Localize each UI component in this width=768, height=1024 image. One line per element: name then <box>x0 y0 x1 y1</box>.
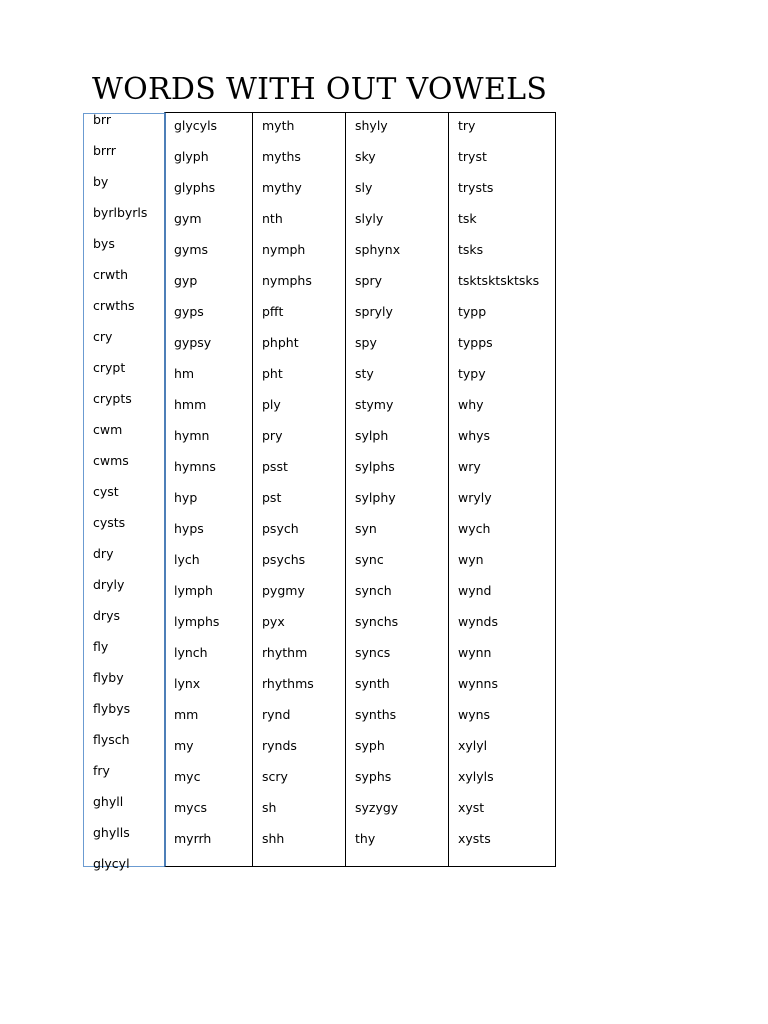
word-entry: nymphs <box>262 273 312 288</box>
word-entry: lynx <box>174 676 201 691</box>
page-title: WORDS WITH OUT VOWELS <box>92 72 548 107</box>
word-entry: typy <box>458 366 486 381</box>
word-entry: xylyls <box>458 769 494 784</box>
word-entry: crypt <box>93 360 126 375</box>
word-entry: sylph <box>355 428 389 443</box>
word-entry: lymphs <box>174 614 220 629</box>
word-entry: wyn <box>458 552 484 567</box>
word-entry: spy <box>355 335 377 350</box>
word-entry: why <box>458 397 484 412</box>
word-entry: xyst <box>458 800 485 815</box>
word-entry: fly <box>93 639 109 654</box>
word-entry: psychs <box>262 552 306 567</box>
word-entry: glycyl <box>93 856 130 871</box>
word-entry: nymph <box>262 242 306 257</box>
word-entry: pst <box>262 490 282 505</box>
word-entry: glyph <box>174 149 209 164</box>
word-entry: cysts <box>93 515 126 530</box>
word-entry: gypsy <box>174 335 212 350</box>
word-entry: wynn <box>458 645 492 660</box>
word-entry: trysts <box>458 180 494 195</box>
word-entry: psst <box>262 459 288 474</box>
word-entry: spryly <box>355 304 393 319</box>
word-entry: typps <box>458 335 493 350</box>
word-entry: syn <box>355 521 377 536</box>
word-entry: wynns <box>458 676 498 691</box>
word-entry: cry <box>93 329 113 344</box>
word-entry: hyp <box>174 490 198 505</box>
word-entry: typp <box>458 304 487 319</box>
word-entry: crypts <box>93 391 132 406</box>
word-entry: pry <box>262 428 283 443</box>
word-entry: synch <box>355 583 392 598</box>
word-entry: hmm <box>174 397 207 412</box>
word-entry: wry <box>458 459 481 474</box>
word-entry: flyby <box>93 670 124 685</box>
word-entry: myc <box>174 769 201 784</box>
word-entry: syncs <box>355 645 391 660</box>
word-entry: my <box>174 738 194 753</box>
word-entry: wyns <box>458 707 491 722</box>
word-entry: gym <box>174 211 202 226</box>
word-entry: pygmy <box>262 583 305 598</box>
word-entry: synths <box>355 707 397 722</box>
word-entry: spry <box>355 273 382 288</box>
word-entry: flysch <box>93 732 130 747</box>
word-entry: shyly <box>355 118 388 133</box>
word-entry: myth <box>262 118 295 133</box>
word-entry: try <box>458 118 476 133</box>
word-entry: glycyls <box>174 118 218 133</box>
word-entry: whys <box>458 428 491 443</box>
word-entry: pht <box>262 366 283 381</box>
word-entry: hymn <box>174 428 210 443</box>
word-entry: sly <box>355 180 373 195</box>
word-entry: tsks <box>458 242 484 257</box>
word-entry: cwm <box>93 422 123 437</box>
word-entry: syzygy <box>355 800 399 815</box>
column-divider <box>345 112 346 867</box>
word-entry: byrlbyrls <box>93 205 148 220</box>
word-entry: wych <box>458 521 491 536</box>
word-entry: thy <box>355 831 376 846</box>
word-entry: mythy <box>262 180 302 195</box>
word-entry: fry <box>93 763 110 778</box>
word-entry: pfft <box>262 304 284 319</box>
column-divider <box>448 112 449 867</box>
word-entry: glyphs <box>174 180 216 195</box>
word-entry: sh <box>262 800 277 815</box>
word-entry: mm <box>174 707 199 722</box>
word-entry: tryst <box>458 149 487 164</box>
word-entry: lych <box>174 552 200 567</box>
word-entry: gyms <box>174 242 209 257</box>
word-entry: sylphs <box>355 459 395 474</box>
word-entry: cyst <box>93 484 119 499</box>
word-entry: rhythm <box>262 645 308 660</box>
word-entry: hm <box>174 366 195 381</box>
word-entry: dry <box>93 546 114 561</box>
word-entry: lynch <box>174 645 208 660</box>
word-entry: crwth <box>93 267 129 282</box>
word-entry: sync <box>355 552 384 567</box>
word-entry: hymns <box>174 459 216 474</box>
word-entry: crwths <box>93 298 135 313</box>
word-entry: xylyl <box>458 738 488 753</box>
word-entry: mycs <box>174 800 207 815</box>
word-entry: rynds <box>262 738 297 753</box>
word-entry: phpht <box>262 335 299 350</box>
word-entry: brrr <box>93 143 116 158</box>
word-entry: psych <box>262 521 299 536</box>
word-entry: myths <box>262 149 301 164</box>
word-entry: hyps <box>174 521 204 536</box>
column-divider <box>252 112 253 867</box>
word-entry: sky <box>355 149 376 164</box>
word-entry: syphs <box>355 769 392 784</box>
word-entry: dryly <box>93 577 125 592</box>
word-entry: synchs <box>355 614 399 629</box>
word-entry: sphynx <box>355 242 401 257</box>
word-entry: sylphy <box>355 490 396 505</box>
word-entry: tsk <box>458 211 477 226</box>
word-entry: xysts <box>458 831 491 846</box>
word-entry: lymph <box>174 583 213 598</box>
word-entry: synth <box>355 676 390 691</box>
word-entry: ghylls <box>93 825 130 840</box>
word-entry: wynd <box>458 583 492 598</box>
word-entry: nth <box>262 211 283 226</box>
word-entry: slyly <box>355 211 384 226</box>
word-entry: brr <box>93 112 111 127</box>
word-entry: myrrh <box>174 831 212 846</box>
word-entry: ghyll <box>93 794 124 809</box>
word-entry: sty <box>355 366 374 381</box>
word-entry: tsktsktsktsks <box>458 273 540 288</box>
word-entry: gyp <box>174 273 198 288</box>
word-entry: scry <box>262 769 288 784</box>
word-entry: bys <box>93 236 115 251</box>
word-entry: stymy <box>355 397 394 412</box>
word-entry: wryly <box>458 490 492 505</box>
word-entry: syph <box>355 738 385 753</box>
word-entry: by <box>93 174 109 189</box>
word-entry: drys <box>93 608 120 623</box>
word-entry: shh <box>262 831 285 846</box>
word-entry: cwms <box>93 453 129 468</box>
word-entry: flybys <box>93 701 131 716</box>
word-entry: rhythms <box>262 676 314 691</box>
word-entry: ply <box>262 397 281 412</box>
word-entry: gyps <box>174 304 204 319</box>
word-entry: rynd <box>262 707 291 722</box>
word-entry: wynds <box>458 614 498 629</box>
word-entry: pyx <box>262 614 285 629</box>
